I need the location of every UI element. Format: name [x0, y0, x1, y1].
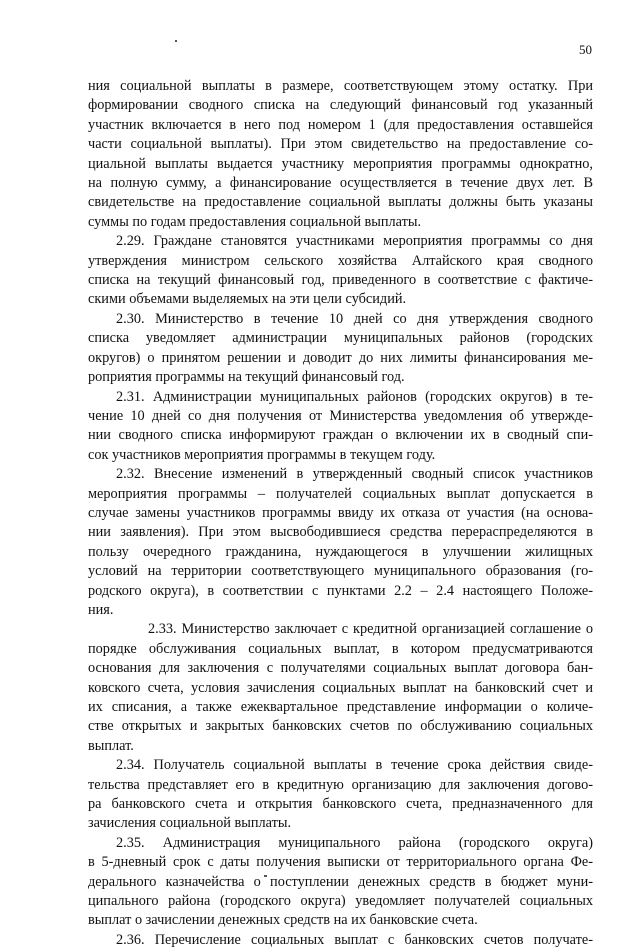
text-line: списка уведомляет администрации муниципальных районов (городских: [88, 330, 593, 347]
paragraph-p-2-30: [88, 310, 593, 388]
text-line: случае замены участников программы ввиду их отказа от участия (на основа-: [88, 504, 593, 521]
text-line: ковского счета, условия зачисления социальных выплат на банковский счет и: [88, 679, 593, 696]
paragraph-p-2-35: [88, 834, 593, 931]
text-line: 2.33. Министерство заключает с кредитной организацией соглашение о: [148, 621, 593, 638]
text-line: ципального района (городского округа) уведомляет получателей социальных: [88, 893, 593, 910]
text-line: утверждения министром сельского хозяйства Алтайского края сводного: [88, 252, 593, 269]
text-line: стве открытых и закрытых банковских счетов по обслуживанию социальных: [88, 718, 593, 735]
text-line: округов) о принятом решении и доводит до них лимиты финансирования ме-: [88, 349, 593, 366]
text-line: скими объемами выделяемых на эти цели субсидий.: [88, 291, 407, 308]
text-line: ния социальной выплаты в размере, соответствующем этому остатку. При: [88, 78, 593, 94]
text-line: тельства представляет его в кредитную организацию для заключения догово-: [88, 776, 593, 793]
text-line: 2.32. Внесение изменений в утвержденный сводный список участников: [116, 466, 593, 483]
paragraph-p-2-36: [88, 931, 593, 950]
paragraph-p-2-32: [88, 465, 593, 620]
text-line: нии заявления). При этом высвободившиеся средства перераспределяются в: [88, 524, 593, 541]
text-line: 2.36. Перечисление социальных выплат с банковских счетов получате-: [116, 931, 593, 948]
text-line: свидетельстве на предоставление социальной выплаты должны быть указаны: [88, 194, 593, 211]
text-line: 2.34. Получатель социальной выплаты в течение срока действия свиде-: [116, 757, 593, 774]
text-line: 2.29. Граждане становятся участниками мероприятия программы со дня: [116, 233, 593, 250]
text-line: выплат о зачислении денежных средств на их банковские счета.: [88, 912, 478, 929]
text-line: циальной выплаты выдается участнику мероприятия программы однократно,: [88, 155, 593, 172]
text-line: 2.30. Министерство в течение 10 дней со дня утверждения сводного: [116, 310, 593, 327]
text-line: порядке обслуживания социальных выплат, в котором предусматриваются: [88, 640, 593, 657]
text-line: 2.31. Администрации муниципальных районов (городских округов) в те-: [116, 388, 593, 405]
page-number: 50: [579, 42, 592, 57]
document-body: [88, 77, 593, 950]
paragraph-continuation: [88, 77, 593, 232]
paragraph-p-2-34: [88, 756, 593, 834]
paragraph-p-2-31: [88, 388, 593, 466]
text-line: выплат.: [88, 737, 134, 754]
text-line: дерального казначейства о поступлении денежных средств в бюджет муни-: [88, 873, 593, 890]
text-line: списка на текущий финансовый год, приведенного в соответствие с фактиче-: [88, 272, 593, 289]
text-line: чение 10 дней со дня получения от Министерства уведомления об утвержде-: [88, 407, 593, 424]
text-line: нии сводного списка информируют граждан о включении их в сводный спи-: [88, 427, 593, 444]
paragraph-p-2-33: [88, 620, 593, 756]
text-line: ра банковского счета и открытия банковского счета, предназначенного для: [88, 796, 593, 813]
text-line: ния.: [88, 601, 114, 618]
text-line: 2.35. Администрация муниципального района (городского округа): [116, 834, 593, 851]
paragraph-p-2-29: [88, 232, 593, 310]
text-line: пользу очередного гражданина, нуждающегося в улучшении жилищных: [88, 543, 593, 560]
text-line: в 5-дневный срок с даты получения выписки от территориального органа Фе-: [88, 854, 593, 871]
text-line: условий на территории соответствующего муниципального образования (го-: [88, 563, 593, 580]
text-line: родского округа), в соответствии с пунктами 2.2 – 2.4 настоящего Положе-: [88, 582, 593, 599]
text-line: участник включается в него под номером 1 (для предоставления оставшейся: [88, 116, 593, 133]
text-line: сок участников мероприятия программы в текущем году.: [88, 446, 436, 463]
text-line: их списания, а также ежеквартальное представление информации о количе-: [88, 699, 593, 715]
scan-speck: [175, 40, 177, 42]
text-line: основания для заключения с получателями социальных выплат договора бан-: [88, 660, 593, 677]
text-line: суммы по годам предоставления социальной выплаты.: [88, 213, 422, 230]
text-line: мероприятия программы – получателей социальных выплат допускается в: [88, 485, 593, 502]
text-line: на полную сумму, а финансирование осуществляется в течение двух лет. В: [88, 175, 593, 192]
text-line: формировании сводного списка на следующий финансовый год указанный: [88, 97, 593, 114]
text-line: роприятия программы на текущий финансовый год.: [88, 369, 405, 386]
text-line: части социальной выплаты). При этом свидетельство на предоставление со-: [88, 136, 593, 153]
text-line: зачисления социальной выплаты.: [88, 815, 292, 832]
